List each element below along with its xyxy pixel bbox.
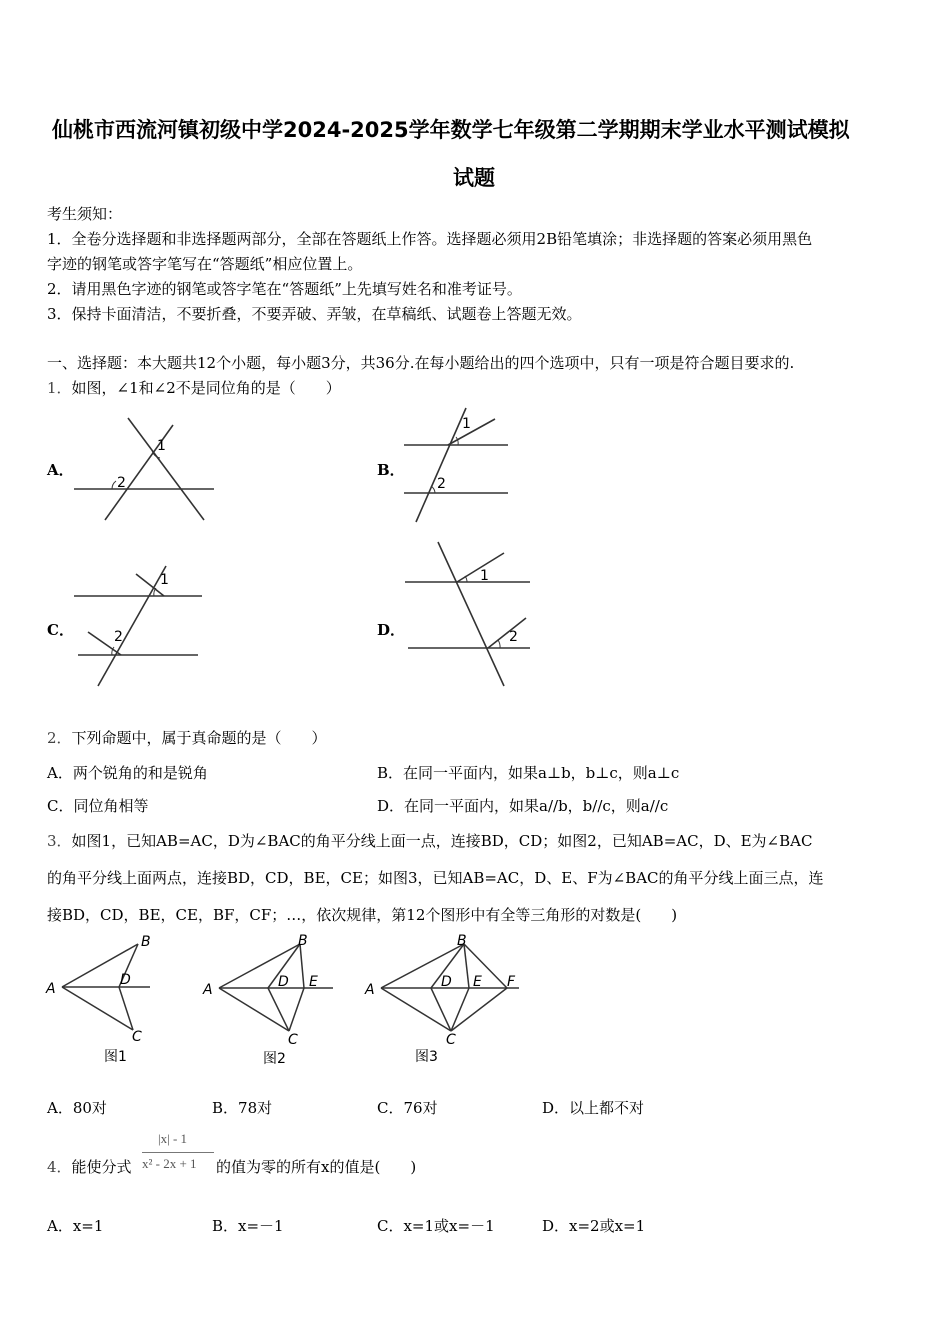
point-b-label: B	[298, 933, 308, 949]
q1-figure-b	[400, 402, 515, 527]
point-d-label: D	[120, 972, 131, 988]
angle-2-label: 2	[117, 475, 126, 491]
notice-item-2: 2．请用黑色字迹的钢笔或答字笔在“答题纸”上先填写姓名和准考证号。	[47, 280, 522, 298]
point-c-label: C	[446, 1032, 456, 1048]
q3-figure-2	[201, 932, 341, 1072]
question-4-prefix	[47, 1156, 132, 1177]
q2-option-a: A．两个锐角的和是锐角	[47, 764, 208, 782]
angle-2-label: 2	[437, 476, 446, 492]
q1-option-a-label: A．	[47, 461, 74, 479]
angle-2-label: 2	[114, 629, 123, 645]
notice-item-3: 3．保持卡面清洁，不要折叠，不要弄破、弄皱，在草稿纸、试题卷上答题无效。	[47, 305, 582, 323]
angle-1-label: 1	[462, 416, 471, 432]
point-b-label: B	[457, 933, 467, 949]
q3-figure-3	[364, 932, 529, 1072]
point-d-label: D	[441, 974, 452, 990]
fraction-denominator: x² - 2x + 1	[142, 1156, 197, 1171]
q3-option-d: D．以上都不对	[542, 1099, 645, 1117]
question-3-line1	[47, 830, 812, 851]
q1-figure-c	[70, 562, 210, 692]
notice-heading: 考生须知：	[47, 205, 123, 223]
fig3-caption: 图3	[415, 1049, 438, 1065]
q3-option-a: A．80对	[47, 1099, 107, 1117]
point-e-label: E	[309, 974, 318, 990]
question-number: 3．	[47, 832, 72, 850]
question-1	[47, 377, 341, 398]
q2-option-d: D．在同一平面内，如果a//b，b//c，则a//c	[377, 797, 669, 815]
point-a-label: A	[46, 981, 56, 997]
q1-option-b-label: B．	[377, 461, 405, 479]
question-stem: 下列命题中，属于真命题的是（ ）	[71, 729, 327, 747]
point-e-label: E	[473, 974, 482, 990]
q3-option-b: B．78对	[212, 1099, 273, 1117]
question-number: 4．	[47, 1158, 72, 1176]
point-c-label: C	[132, 1029, 142, 1045]
q4-option-d: D．x=2或x=1	[542, 1217, 646, 1235]
angle-1-label: 1	[157, 438, 166, 454]
question-number: 2．	[47, 729, 72, 747]
point-a-label: A	[365, 982, 375, 998]
q2-option-c: C．同位角相等	[47, 797, 149, 815]
point-d-label: D	[278, 974, 289, 990]
point-b-label: B	[141, 934, 151, 950]
question-2	[47, 727, 327, 748]
section-heading: 一、选择题：本大题共12个小题，每小题3分，共36分.在每小题给出的四个选项中，只有一项是符合题目要求的.	[47, 354, 795, 372]
question-stem-after: 的值为零的所有x的值是( )	[216, 1158, 417, 1176]
point-a-label: A	[203, 982, 213, 998]
angle-1-label: 1	[160, 572, 169, 588]
point-c-label: C	[288, 1032, 298, 1048]
q4-option-a: A．x=1	[47, 1217, 104, 1235]
question-stem: 如图，∠1和∠2不是同位角的是（ ）	[71, 379, 341, 397]
point-f-label: F	[507, 974, 516, 990]
page-title: 仙桃市西流河镇初级中学2024-2025学年数学七年级第二学期期末学业水平测试模拟	[52, 118, 850, 142]
fraction-numerator: |x| - 1	[158, 1131, 188, 1146]
question-3-line3: 接BD，CD，BE，CE，BF，CF；…，依次规律，第12个图形中有全等三角形的对数是( )	[47, 906, 678, 924]
q3-option-c: C．76对	[377, 1099, 438, 1117]
fig2-caption: 图2	[263, 1051, 286, 1067]
notice-item-1a: 1．全卷分选择题和非选择题两部分，全部在答题纸上作答。选择题必须用2B铅笔填涂；非选择题的答案必须用黑色	[47, 230, 813, 248]
fig1-caption: 图1	[104, 1049, 127, 1065]
notice-item-1b: 字迹的钢笔或答字笔写在“答题纸”相应位置上。	[47, 255, 363, 273]
page-title-line2: 试题	[453, 166, 495, 190]
q1-option-d-label: D．	[377, 621, 406, 639]
q3-figure-1	[44, 932, 174, 1072]
question-stem-before: 能使分式	[71, 1158, 132, 1176]
q4-option-c: C．x=1或x=－1	[377, 1217, 495, 1235]
q1-figure-d	[400, 538, 540, 693]
question-number: 1．	[47, 379, 72, 397]
q4-option-b: B．x=－1	[212, 1217, 284, 1235]
fraction-bar	[142, 1152, 214, 1153]
question-3-line2: 的角平分线上面两点，连接BD，CD，BE，CE；如图3，已知AB=AC，D、E、F为∠BAC的角平分线上面三点，连	[47, 869, 824, 887]
q1-option-c-label: C．	[47, 621, 74, 639]
q2-option-b: B．在同一平面内，如果a⊥b，b⊥c，则a⊥c	[377, 764, 680, 782]
angle-1-label: 1	[480, 568, 489, 584]
q1-figure-a	[70, 410, 220, 525]
question-stem: 如图1，已知AB=AC，D为∠BAC的角平分线上面一点，连接BD，CD；如图2，已知AB=AC，D、E为∠BAC	[71, 832, 813, 850]
angle-2-label: 2	[509, 629, 518, 645]
